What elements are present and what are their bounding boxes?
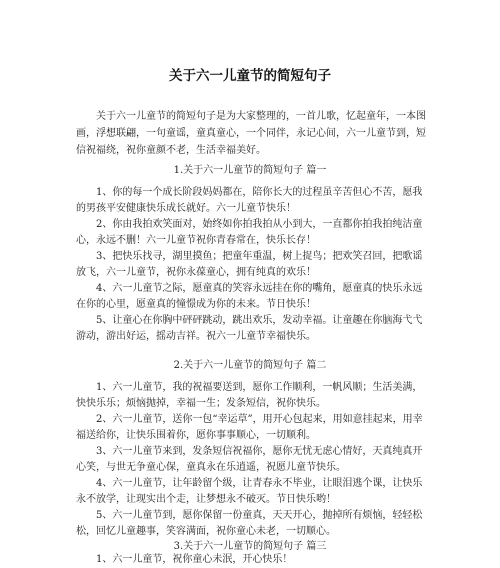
- list-item: 1、你的每一个成长阶段妈妈都在，陪你长大的过程虽辛苦但心不苦，愿我的男孩平安健康快乐成长就好。六一儿童节快乐！: [76, 187, 423, 214]
- list-item: 2、六一儿童节，送你一包“幸运草”，用开心包起来，用如意挂起来，用幸福送给你，让快乐围着你，愿你事事顺心，一切顺利。: [76, 414, 423, 441]
- section-heading-2: 2.关于六一儿童节的简短句子 篇二: [173, 360, 327, 371]
- list-item: 5、让童心在你胸中砰砰跳动，跳出欢乐，发动幸福。让童趣在你脑海弋弋游动，游出好运，摇动吉祥。祝六一儿童节幸福快乐。: [76, 315, 423, 342]
- list-item: 1、六一儿童节，祝你童心未泯，开心快乐！: [96, 554, 293, 565]
- list-item: 3、把快乐找寻，湖里摸鱼；把童年重温，树上捉鸟；把欢笑召回，把歌谣放飞，六一儿童节，祝你永葆童心，拥有纯真的欢乐！: [76, 251, 423, 278]
- list-item: 3、六一儿童节来到，发条短信祝福你，愿你无忧无虑心情好，天真纯真开心笑，与世无争童心保，童真永在乐逍遥，祝愿儿童节快乐。: [76, 446, 423, 473]
- list-item: 1、六一儿童节，我的祝福要送到，愿你工作顺利，一帆风顺；生活美满，快快乐乐；烦恼抛掉，幸福一生；发条短信，祝你快乐。: [76, 382, 423, 409]
- list-item: 5、六一儿童节到，愿你保留一份童真，天天开心，抛掉所有烦恼，轻轻松松，回忆儿童趣事，笑容满面，祝你童心未老，一切顺心。: [76, 510, 423, 537]
- section-heading-3: 3.关于六一儿童节的简短句子 篇三: [173, 541, 327, 552]
- section-heading-1: 1.关于六一儿童节的简短句子 篇一: [173, 165, 327, 176]
- page-title: 关于六一儿童节的简短句子: [169, 68, 331, 84]
- intro-paragraph: 关于六一儿童节的简短句子是为大家整理的，一首儿歌，忆起童年，一本图画，浮想联翩，一句童谣，童真童心，一个同伴，永记心间，六一儿童节到，短信祝福绕，祝你童颜不老，生活幸福美好。: [76, 111, 426, 156]
- list-item: 4、六一儿童节，让年龄留个级，让青春永不毕业，让眼泪逃个课，让快乐永不放学，让现实出个走，让梦想永不破灭。节日快乐哟！: [76, 478, 423, 505]
- list-item: 2、你由我拍欢笑面对，始终如你拍我拍从小到大，一直都你拍我拍纯洁童心，永远不删！六一儿童节祝你青春常在，快乐长存！: [76, 219, 423, 246]
- list-item: 4、六一儿童节之际，愿童真的笑容永远挂在你的嘴角，愿童真的快乐永远在你的心里，愿童真的憧憬成为你的未来。节日快乐！: [76, 283, 423, 310]
